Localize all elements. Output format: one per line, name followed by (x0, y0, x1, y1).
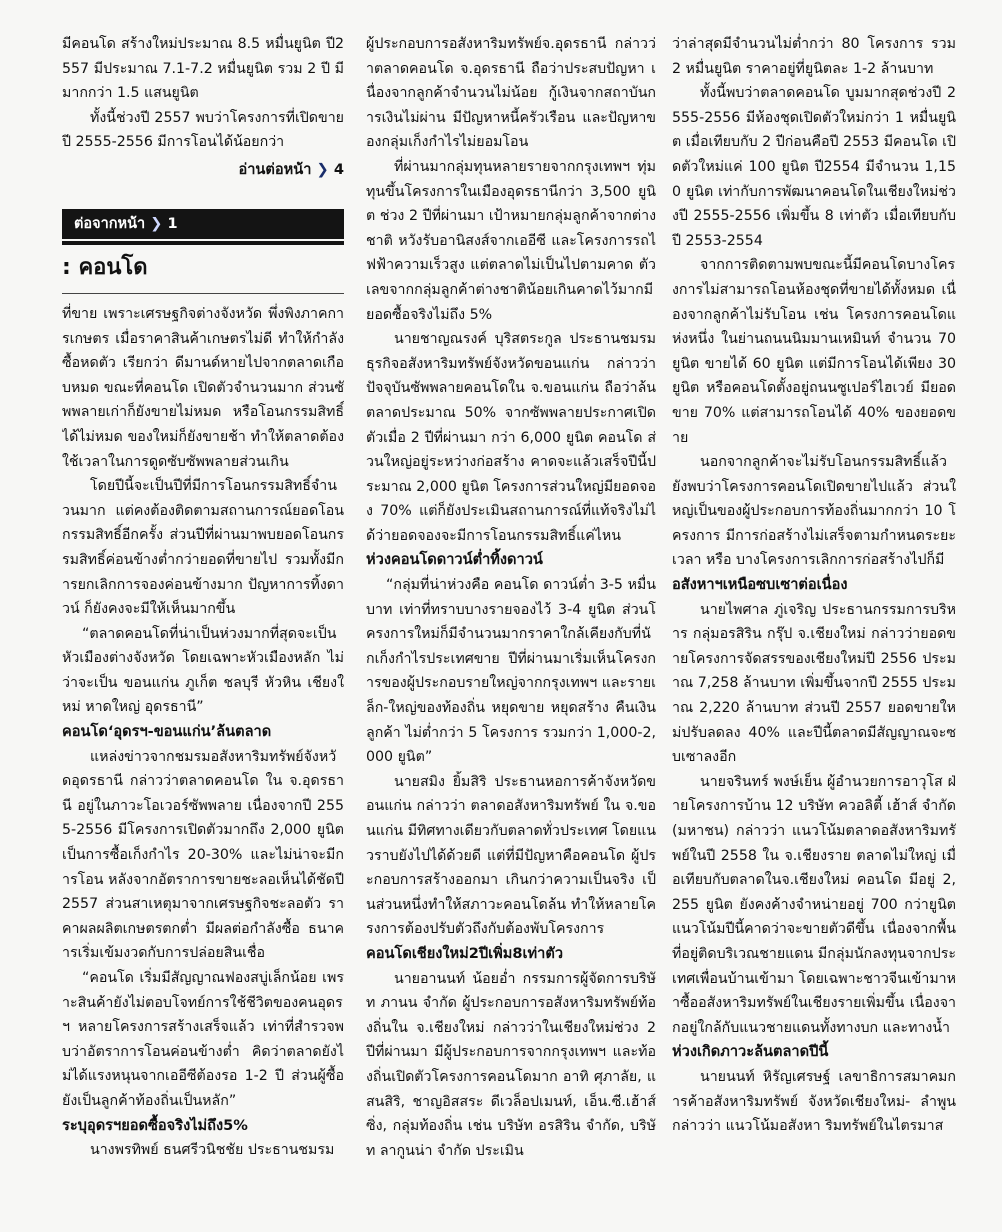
paragraph: ผู้ประกอบการอสังหาริมทรัพย์จ.อุดรธานี กล่าวว่าตลาดคอนโด จ.อุดรธานี ถือว่าประสบปัญหา เนื่องจากลูกค้าจำนวนไม่น้อย กู้เงินจากสถาบันการเงินไม่ผ่าน มีปัญหาหนี้ครัวเรือน และปัญหาของกลุ่มเก็งกำไรไม่ยอมโอน (366, 36, 656, 151)
chevron-right-icon: ❯ (150, 215, 163, 232)
quote-paragraph: “ตลาดคอนโดที่น่าเป็นห่วงมากที่สุดจะเป็นหัวเมืองต่างจังหวัด โดยเฉพาะหัวเมืองหลัก ไม่ว่าจะเป็น ขอนแก่น ภูเก็ต ชลบุรี หัวหิน เชียงใหม่ หาดใหญ่ อุดรธานี” (62, 625, 344, 716)
paragraph: นายชาญณรงค์ บุริสตระกูล ประธานชมรมธุรกิจอสังหาริมทรัพย์จังหวัดขอนแก่น กล่าวว่า ปัจจุบันซัพพลายคอนโดใน จ.ขอนแก่น ถือว่าล้นตลาดประมาณ 50% จากซัพพลายประกาศเปิดตัวเมื่อ 2 ปีที่ผ่านมา กว่า 6,000 ยูนิต คอนโด ส่วนใหญ่อยู่ระหว่างก่อสร้าง คาดจะแล้วเสร็จปีนี้ประมาณ 2,000 ยูนิต โครงการส่วนใหญ่มียอดจอง 70% แต่ก็ยังประเมินสถานการณ์ที่แท้จริงไม่ได้ว่ายอดจองจะมีการโอนกรรมสิทธิ์แค่ไหน (366, 331, 656, 544)
quote-paragraph: “กลุ่มที่น่าห่วงคือ คอนโด ดาวน์ต่ำ 3-5 หมื่นบาท เท่าที่ทราบบางรายจองไว้ 3-4 ยูนิต ส่วนโครงการใหม่ก็มีจำนวนมากราคาใกล้เคียงกับที่นักเก็งกำไรประเทศขาย ปีที่ผ่านมาเริ่มเห็นโครงการของผู้ประกอบรายใหญ่จากกรุงเทพฯ และรายเล็ก-ใหญ่ของท้องถิ่น หยุดขาย หยุดสร้าง คืนเงินลูกค้า ไม่ต่ำกว่า 5 โครงการ รวมกว่า 1,000-2,000 ยูนิต” (366, 577, 656, 766)
column-2 (366, 32, 656, 1163)
column-3 (672, 32, 956, 1139)
continued-from-page: 1 (167, 215, 178, 232)
paragraph: นายอานนท์ น้อยอ่ำ กรรมการผู้จัดการบริษัท ภานน จำกัด ผู้ประกอบการอสังหาริมทรัพย์ท้องถิ่นใน จ.เชียงใหม่ กล่าวว่าในเชียงใหม่ช่วง 2 ปีที่ผ่านมา มีผู้ประกอบการจากกรุงเทพฯ และท้องถิ่นเปิดตัวโครงการคอนโดมาก อาทิ ศุภาลัย, แสนสิริ, ชาญอิสสระ ดีเวล็อปเมนท์, เอ็น.ซี.เฮ้าส์ซิ่ง, กลุ่มท้องถิ่น เช่น บริษัท อรสิริน จำกัด, บริษัท ลากูนน่า จำกัด ประเมิน (366, 970, 656, 1159)
paragraph: ที่ขาย เพราะเศรษฐกิจต่างจังหวัด พึ่งพิงภาคการเกษตร เมื่อราคาสินค้าเกษตรไม่ดี ทำให้กำลังซื้อหดตัว เรียกว่า ดีมานด์หายไปจากตลาดเกือบหมด ขณะที่คอนโด เปิดตัวจำนวนมาก ส่วนซัพพลายเก่าก็ยังขายไม่หมด หรือโอนกรรมสิทธิ์ได้ไม่หมด ของใหม่ก็ยังขายช้า ทำให้ตลาดต้องใช้เวลาในการดูดซับซัพพลายส่วนเกิน (62, 305, 344, 470)
continued-from-label: ต่อจากหน้า (74, 215, 146, 232)
chevron-right-icon: ❯ (316, 160, 329, 178)
paragraph: นางพรทิพย์ ธนศรีวนิชชัย ประธานชมรม (90, 1142, 335, 1159)
read-more-link[interactable] (62, 157, 344, 183)
subheading: คอนโด‘อุดรฯ-ขอนแก่น’ล้นตลาด (62, 723, 272, 741)
quote-paragraph: “คอนโด เริ่มมีสัญญาณฟองสบู่เล็กน้อย เพราะสินค้ายังไม่ตอบโจทย์การใช้ชีวิตของคนอุดรฯ หลายโครงการสร้างเสร็จแล้ว เท่าที่สำรวจพบว่าอัตราการโอนค่อนข้างต่ำ คิดว่าตลาดยังไม่ได้แรงหนุนจากเออีซีต้องรอ 1-2 ปี ส่วนผู้ซื้อยังเป็นลูกค้าท้องถิ่นเป็นหลัก” (62, 970, 344, 1109)
paragraph: โดยปีนี้จะเป็นปีที่มีการโอนกรรมสิทธิ์จำนวนมาก แต่คงต้องติดตามสถานการณ์ยอดโอนกรรมสิทธิ์อีกครั้ง ส่วนปีที่ผ่านมาพบยอดโอนกรรมสิทธิ์ค่อนข้างต่ำกว่ายอดที่ขายไป รวมทั้งมีการยกเลิกการจองค่อนข้างมาก ปัญหาการทิ้งดาวน์ ก็ยังคงจะมีให้เห็นมากขึ้น (62, 478, 344, 618)
subheading: ห่วงเกิดภาวะล้นตลาดปีนี้ (672, 1043, 829, 1061)
divider (62, 241, 344, 245)
paragraph: นายไพศาล ภู่เจริญ ประธานกรรมการบริหาร กลุ่มอรสิริน กรุ๊ป จ.เชียงใหม่ กล่าวว่ายอดขายโครงการจัดสรรของเชียงใหม่ปี 2556 ประมาณ 7,258 ล้านบาท เพิ่มขึ้นจากปี 2555 ประมาณ 2,220 ล้านบาท ส่วนปี 2557 ยอดขายใหม่ปรับลดลง 40% และปีนี้ตลาดมีสัญญาณจะซบเซาลงอีก (672, 601, 956, 766)
paragraph: มีคอนโด สร้างใหม่ประมาณ 8.5 หมื่นยูนิต ปี2557 มีประมาณ 7.1-7.2 หมื่นยูนิต รวม 2 ปี มีมากกว่า 1.5 แสนยูนิต (62, 36, 344, 102)
paragraph: ทั้งนี้ช่วงปี 2557 พบว่าโครงการที่เปิดขายปี 2555-2556 มีการโอนได้น้อยกว่า (62, 109, 344, 151)
paragraph: ที่ผ่านมากลุ่มทุนหลายรายจากกรุงเทพฯ ทุ่มทุนขึ้นโครงการในเมืองอุดรธานีกว่า 3,500 ยูนิต ช่วง 2 ปีที่ผ่านมา เป้าหมายกลุ่มลูกค้าจากต่างชาติ หวังรับอานิสงส์จากเออีซี และโครงการรถไฟฟ้าความเร็วสูง แต่ตลาดไม่เป็นไปตามคาด ตัวเลขจากกลุ่มลูกค้าต่างชาติน้อยเกินคาดไว้มากมียอดซื้อจริงไม่ถึง 5% (366, 158, 656, 323)
paragraph: นายนนท์ หิรัญเศรษฐ์ เลขาธิการสมาคมการค้าอสังหาริมทรัพย์ จังหวัดเชียงใหม่- ลำพูน กล่าวว่า แนวโน้มอสังหา ริมทรัพย์ในไตรมาส (672, 1068, 956, 1135)
subheading: คอนโดเชียงใหม่2ปีเพิ่ม8เท่าตัว (366, 944, 564, 962)
divider (62, 293, 344, 294)
read-more-page: 4 (333, 160, 344, 178)
subheading: อสังหาฯเหนือซบเซาต่อเนื่อง (672, 576, 848, 594)
paragraph: ว่าล่าสุดมีจำนวนไม่ต่ำกว่า 80 โครงการ รวม 2 หมื่นยูนิต ราคาอยู่ที่ยูนิตละ 1-2 ล้านบาท (672, 36, 956, 77)
column-1 (62, 32, 344, 1163)
subheading: ห่วงคอนโดดาวน์ต่ำทิ้งดาวน์ (366, 551, 543, 569)
paragraph: ทั้งนี้พบว่าตลาดคอนโด บูมมากสุดช่วงปี 2555-2556 มีห้องชุดเปิดตัวใหม่กว่า 1 หมื่นยูนิต เมื่อเทียบกับ 2 ปีก่อนคือปี 2553 มีคอนโด เปิดตัวใหม่แค่ 100 ยูนิต ปี2554 มีจำนวน 1,150 ยูนิต เท่ากับการพัฒนาคอนโดในเชียงใหม่ช่วงปี 2555-2556 เพิ่มขึ้น 8 เท่าตัว เมื่อเทียบกับปี 2553-2554 (672, 85, 956, 249)
paragraph: แหล่งข่าวจากชมรมอสังหาริมทรัพย์จังหวัดอุดรธานี กล่าวว่าตลาดคอนโด ใน จ.อุดรธานี อยู่ในภาวะโอเวอร์ซัพพลาย เนื่องจากปี 2555-2556 มีโครงการเปิดตัวมากถึง 2,000 ยูนิต เป็นการซื้อเก็งกำไร 20-30% และไม่น่าจะมีการโอน หลังจากอัตราการขายชะลอเห็นได้ชัดปี 2557 ส่วนสาเหตุมาจากเศรษฐกิจชะลอตัว ราคาผลผลิตเกษตรตกต่ำ มีผลต่อกำลังซื้อ ธนาคารเริ่มเข้มงวดกับการปล่อยสินเชื่อ (62, 748, 344, 962)
paragraph: นายสมิง ยิ้มสิริ ประธานหอการค้าจังหวัดขอนแก่น กล่าวว่า ตลาดอสังหาริมทรัพย์ ใน จ.ขอนแก่น มีทิศทางเดียวกับตลาดทั่วประเทศ โดยแนวราบยังไปได้ด้วยดี แต่ที่มีปัญหาคือคอนโด ผู้ประกอบการสร้างออกมา เกินกว่าความเป็นจริง เป็นส่วนหนึ่งทำให้สภาวะคอนโดล้น ทำให้หลายโครงการต้องปรับตัวถึงกับต้องพับโครงการ (366, 773, 656, 938)
continued-from-bar (62, 209, 344, 239)
paragraph: จากการติดตามพบขณะนี้มีคอนโดบางโครงการไม่สามารถโอนห้องชุดที่ขายได้ทั้งหมด เนื่องจากลูกค้าไม่รับโอน เช่น โครงการคอนโดแห่งหนึ่ง ในย่านถนนนิมมานเหมินท์ จำนวน 70 ยูนิต ขายได้ 60 ยูนิต แต่มีการโอนได้เพียง 30 ยูนิต หรือคอนโดตั้งอยู่ถนนซูเปอร์ไฮเวย์ มียอดขาย 70% แต่สามารถโอนได้ 40% ของยอดขาย (672, 257, 956, 446)
section-title: : คอนโด (62, 254, 148, 280)
paragraph: นอกจากลูกค้าจะไม่รับโอนกรรมสิทธิ์แล้ว ยังพบว่าโครงการคอนโดเปิดขายไปแล้ว ส่วนใหญ่เป็นของผู้ประกอบการท้องถิ่นมากกว่า 10 โครงการ มีการก่อสร้างไม่เสร็จตามกำหนดระยะเวลา หรือ บางโครงการเลิกการก่อสร้างไปก็มี (672, 454, 956, 569)
paragraph: นายจรินทร์ พงษ์เย็น ผู้อำนวยการอาวุโส ฝ่ายโครงการบ้าน 12 บริษัท ควอลิตี้ เฮ้าส์ จำกัด (มหาชน) กล่าวว่า แนวโน้มตลาดอสังหาริมทรัพย์ในปี 2558 ใน จ.เชียงราย ตลาดไม่ใหญ่ เมื่อเทียบกับตลาดในจ.เชียงใหม่ คอนโด มีอยู่ 2,255 ยูนิต ยังคงค้างจำหน่ายอยู่ 700 กว่ายูนิต แนวโน้มปีนี้คาดว่าจะขายตัวดีขึ้น เนื่องจากพื้นที่อยู่ติดบริเวณชายแดน มีกลุ่มนักลงทุนจากประเทศเพื่อนบ้านเข้ามา โดยเฉพาะชาวจีนเข้ามาหาซื้ออสังหาริมทรัพย์ในเชียงรายเพิ่มขึ้น เนื่องจากอยู่ใกล้กับแนวชายแดนทั้งทางบก และทางน้ำ (672, 773, 956, 1036)
subheading: ระบุอุดรฯยอดซื้อจริงไม่ถึง5% (62, 1116, 248, 1134)
read-more-label: อ่านต่อหน้า (238, 160, 312, 178)
